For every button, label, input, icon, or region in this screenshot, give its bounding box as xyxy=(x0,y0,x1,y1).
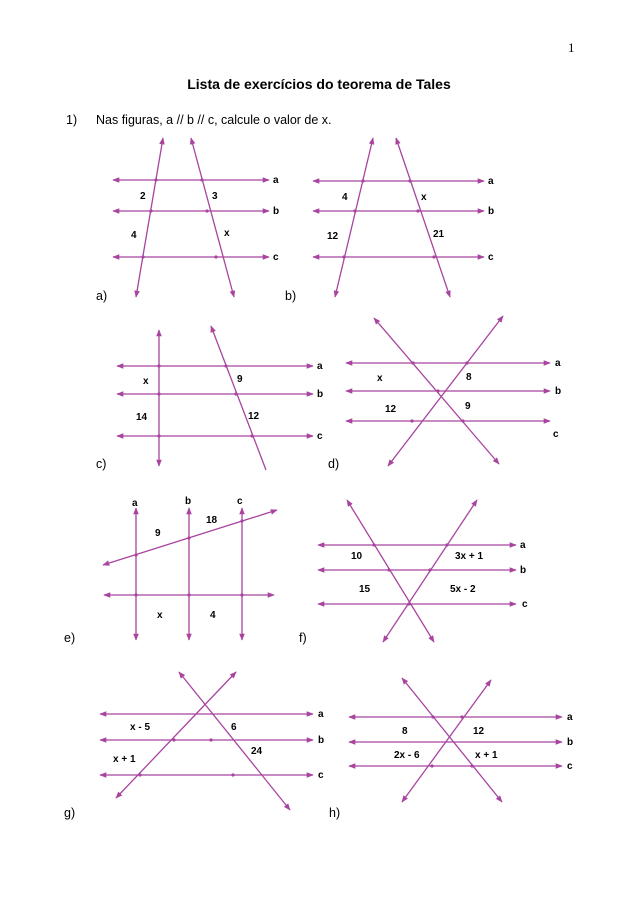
transversal-descending xyxy=(347,500,434,642)
line-name-b: b xyxy=(555,386,562,397)
figure-g-label: g) xyxy=(64,806,76,820)
line-name-c: c xyxy=(553,429,559,440)
transversal-slanted xyxy=(211,326,266,470)
exercise-number: 1) xyxy=(66,113,78,127)
line-name-c: c xyxy=(567,761,573,772)
segment-value: x - 5 xyxy=(130,722,151,733)
transversal-ascending xyxy=(116,672,236,798)
intersection-point xyxy=(250,434,253,437)
line-name-c: c xyxy=(237,496,243,507)
intersection-point xyxy=(154,178,157,181)
line-name-a: a xyxy=(520,540,526,551)
segment-value: 8 xyxy=(466,372,472,383)
figure-b-label: b) xyxy=(285,289,297,303)
figure-c xyxy=(117,326,323,470)
figure-a xyxy=(113,138,279,297)
intersection-point xyxy=(430,764,433,767)
segment-value: 12 xyxy=(248,411,260,422)
transversal-right xyxy=(191,138,234,297)
segment-value: x + 1 xyxy=(475,750,498,761)
page-number: 1 xyxy=(568,40,575,55)
intersection-point xyxy=(465,361,468,364)
line-name-a: a xyxy=(273,175,279,186)
figure-e xyxy=(103,496,277,640)
segment-value: 12 xyxy=(473,726,485,737)
line-name-c: c xyxy=(273,252,279,263)
segment-value: 9 xyxy=(237,374,243,385)
transversal-left xyxy=(136,138,163,297)
intersection-point xyxy=(436,389,439,392)
segment-value: x xyxy=(157,610,163,621)
segment-value: 10 xyxy=(351,551,363,562)
intersection-point xyxy=(234,392,237,395)
intersection-point xyxy=(187,536,190,539)
line-name-b: b xyxy=(185,496,192,507)
intersection-point xyxy=(445,543,448,546)
segment-value: 8 xyxy=(402,726,408,737)
intersection-point xyxy=(353,209,356,212)
intersection-point xyxy=(432,255,435,258)
segment-value: 2 xyxy=(140,191,146,202)
segment-value: x xyxy=(143,376,149,387)
intersection-point xyxy=(200,178,203,181)
intersection-point xyxy=(214,255,217,258)
intersection-point xyxy=(134,553,137,556)
transversal-ascending xyxy=(402,680,491,802)
figure-b xyxy=(313,138,494,297)
segment-value: 4 xyxy=(131,230,137,241)
transversal-descending xyxy=(402,678,502,802)
line-name-b: b xyxy=(317,389,324,400)
transversal-left xyxy=(335,138,373,297)
segment-value: 14 xyxy=(136,412,148,423)
line-name-a: a xyxy=(488,176,494,187)
intersection-point xyxy=(460,715,463,718)
intersection-point xyxy=(361,179,364,182)
intersection-point xyxy=(372,543,375,546)
line-name-c: c xyxy=(488,252,494,263)
segment-value: 9 xyxy=(465,401,471,412)
intersection-point xyxy=(149,209,152,212)
intersection-point xyxy=(231,773,234,776)
segment-value: x + 1 xyxy=(113,754,136,765)
intersection-point xyxy=(134,593,137,596)
intersection-point xyxy=(461,419,464,422)
intersection-point xyxy=(141,255,144,258)
figure-g xyxy=(100,672,324,810)
intersection-point xyxy=(407,602,410,605)
intersection-point xyxy=(138,773,141,776)
line-name-c: c xyxy=(318,770,324,781)
segment-value: 12 xyxy=(327,231,339,242)
intersection-point xyxy=(209,738,212,741)
intersection-point xyxy=(224,364,227,367)
line-name-a: a xyxy=(132,498,138,509)
figure-h xyxy=(349,678,573,802)
line-name-a: a xyxy=(555,358,561,369)
intersection-point xyxy=(157,434,160,437)
figure-c-label: c) xyxy=(96,457,107,471)
segment-value: 5x - 2 xyxy=(450,584,476,595)
intersection-point xyxy=(157,392,160,395)
line-name-a: a xyxy=(317,361,323,372)
intersection-point xyxy=(187,593,190,596)
intersection-point xyxy=(240,519,243,522)
line-name-a: a xyxy=(567,712,573,723)
intersection-point xyxy=(470,764,473,767)
page-title: Lista de exercícios do teorema de Tales xyxy=(187,76,451,92)
line-name-b: b xyxy=(273,206,280,217)
segment-value: x xyxy=(224,228,230,239)
line-name-b: b xyxy=(318,735,325,746)
line-name-b: b xyxy=(488,206,495,217)
segment-value: 3x + 1 xyxy=(455,551,484,562)
segment-value: 12 xyxy=(385,404,397,415)
segment-value: 21 xyxy=(433,229,445,240)
intersection-point xyxy=(157,364,160,367)
figure-a-label: a) xyxy=(96,289,108,303)
line-name-b: b xyxy=(567,737,574,748)
figure-d xyxy=(346,316,561,466)
figure-f-label: f) xyxy=(299,631,307,645)
line-name-c: c xyxy=(317,431,323,442)
segment-value: 18 xyxy=(206,515,218,526)
line-name-a: a xyxy=(318,709,324,720)
figure-d-label: d) xyxy=(328,457,340,471)
segment-value: 6 xyxy=(231,722,237,733)
intersection-point xyxy=(428,568,431,571)
figure-f xyxy=(318,500,528,642)
figure-h-label: h) xyxy=(329,806,341,820)
exercise-text: Nas figuras, a // b // c, calcule o valor de x. xyxy=(96,113,332,127)
intersection-point xyxy=(408,179,411,182)
line-name-b: b xyxy=(520,565,527,576)
transversal-descending xyxy=(179,672,290,810)
segment-value: 15 xyxy=(359,584,371,595)
intersection-point xyxy=(387,568,390,571)
segment-value: 3 xyxy=(212,191,218,202)
intersection-point xyxy=(411,361,414,364)
segment-value: x xyxy=(421,192,427,203)
segment-value: 4 xyxy=(342,192,348,203)
intersection-point xyxy=(172,738,175,741)
segment-value: 9 xyxy=(155,528,161,539)
intersection-point xyxy=(342,255,345,258)
segment-value: x xyxy=(377,373,383,384)
figure-e-label: e) xyxy=(64,631,76,645)
segment-value: 4 xyxy=(210,610,216,621)
line-name-c: c xyxy=(522,599,528,610)
intersection-point xyxy=(431,715,434,718)
intersection-point xyxy=(416,209,419,212)
segment-value: 2x - 6 xyxy=(394,750,420,761)
intersection-point xyxy=(240,593,243,596)
intersection-point xyxy=(410,419,413,422)
intersection-point xyxy=(205,209,208,212)
transversal-right xyxy=(396,138,450,297)
segment-value: 24 xyxy=(251,746,263,757)
